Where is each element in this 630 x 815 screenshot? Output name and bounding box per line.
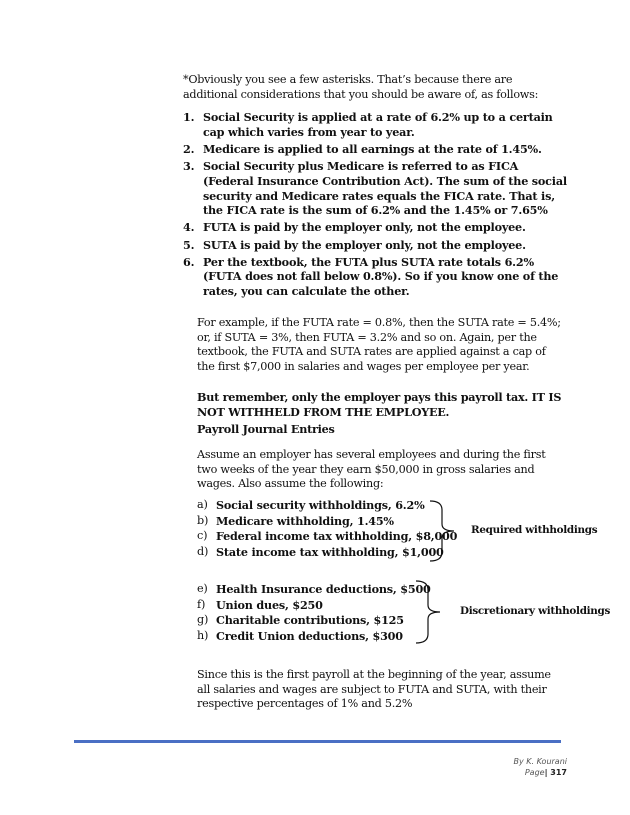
footer-author: By K. Kourani [513, 757, 567, 766]
list-marker: g) [197, 613, 209, 627]
list-marker: a) [197, 498, 208, 511]
list-text: Medicare is applied to all earnings at the rate of 1.45%. [203, 141, 542, 156]
list-number: 1. [183, 110, 195, 124]
list-text: Credit Union deductions, $300 [216, 628, 403, 643]
list-text: Medicare withholding, 1.45% [216, 513, 394, 528]
footer-page [513, 767, 567, 778]
list-marker: d) [197, 544, 209, 558]
list-number: 3. [183, 158, 195, 173]
list-item [183, 255, 568, 299]
required-brace-icon [428, 500, 458, 562]
page-number: 317 [550, 768, 567, 777]
list-marker: b) [197, 513, 209, 527]
list-number: 6. [183, 254, 195, 269]
intro-paragraph: *Obviously you see a few asterisks. That’s because there are additional considerations that you should be aware of, as follows: [183, 73, 539, 101]
discretionary-withholdings-label: Discretionary withholdings [460, 605, 611, 617]
list-number: 2. [183, 141, 195, 156]
list-text: Federal income tax withholding, $8,000 [216, 529, 458, 544]
list-marker: c) [197, 529, 208, 543]
list-text: Social security withholdings, 6.2% [216, 498, 425, 512]
footer-page-prefix: Page [524, 768, 545, 777]
list-marker: f) [197, 597, 206, 611]
list-text: State income tax withholding, $1,000 [216, 544, 444, 559]
list-marker: h) [197, 628, 209, 642]
example-paragraph: For example, if the FUTA rate = 0.8%, then the SUTA rate = 5.4%; or, if SUTA = 3%, then FUTA = 3.2% and so on. Again, per the textbook, the FUTA and SUTA rates are applied against a cap of the first $7,000 in salaries and wages per employee per year. [197, 316, 561, 373]
list-item [197, 498, 457, 514]
footer-page-separator: | [544, 768, 551, 777]
assume-paragraph: Assume an employer has several employees and during the first two weeks of the year they earn $50,000 in gross salaries and wages. Also assume the following: [197, 448, 546, 491]
closing-paragraph: Since this is the first payroll at the beginning of the year, assume all salaries and wages are subject to FUTA and SUTA, with their respective percentages of 1% and 5.2% [197, 668, 551, 711]
discretionary-withholdings-list [197, 582, 431, 644]
list-number: 5. [183, 237, 195, 252]
discretionary-brace-icon [414, 580, 444, 644]
list-text: Health Insurance deductions, $500 [216, 582, 431, 596]
list-item [197, 545, 457, 561]
list-text: Social Security plus Medicare is referred to as FICA (Federal Insurance Contribution Act). The sum of the social security and Medicare rates equals the FICA rate. That is, the FICA rate is the sum of 6.2% and the 1.45% or 7.65% [203, 158, 567, 218]
remember-paragraph: But remember, only the employer pays this payroll tax. IT IS NOT WITHHELD FROM THE EMPLOYEE. [197, 390, 562, 419]
list-item [197, 629, 431, 645]
section-heading: Payroll Journal Entries [197, 422, 335, 436]
page-footer [513, 756, 567, 778]
footer-divider [74, 740, 561, 743]
required-withholdings-list [197, 498, 457, 560]
list-item [197, 514, 457, 530]
required-withholdings-label: Required withholdings [471, 524, 598, 536]
list-marker: e) [197, 582, 208, 595]
list-item [183, 142, 568, 157]
list-text: Social Security is applied at a rate of 6.2% up to a certain cap which varies from year to year. [203, 110, 553, 139]
list-item [183, 159, 568, 218]
list-item [183, 110, 568, 140]
list-number: 4. [183, 220, 195, 235]
considerations-list [183, 110, 568, 301]
list-text: Charitable contributions, $125 [216, 613, 404, 628]
list-text: FUTA is paid by the employer only, not the employee. [203, 220, 526, 235]
list-item [197, 582, 431, 598]
list-item [183, 238, 568, 253]
list-item [183, 220, 568, 235]
list-text: SUTA is paid by the employer only, not the employee. [203, 237, 526, 252]
list-item [197, 598, 431, 614]
list-item [197, 613, 431, 629]
list-item [197, 529, 457, 545]
list-text: Per the textbook, the FUTA plus SUTA rate totals 6.2% (FUTA does not fall below 0.8%). So if you know one of the rates, you can calculate the other. [203, 254, 559, 299]
list-text: Union dues, $250 [216, 597, 323, 612]
